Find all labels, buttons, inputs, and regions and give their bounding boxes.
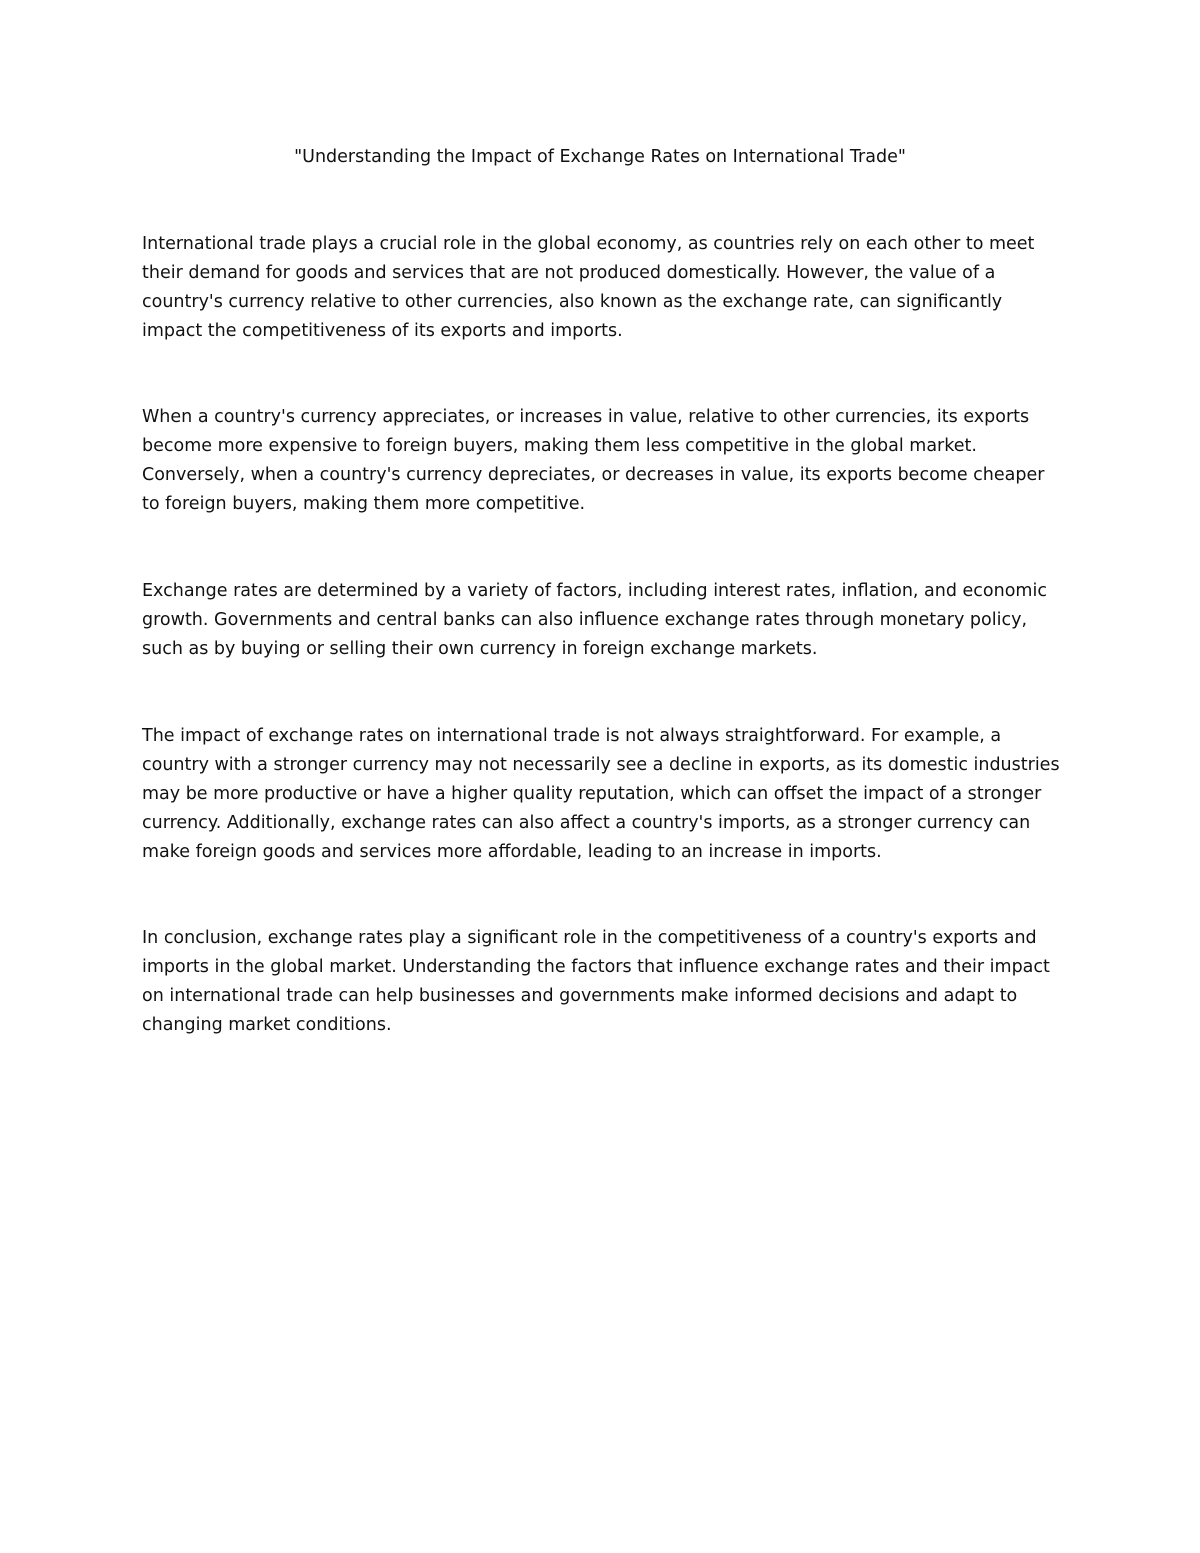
- paragraph-complexity: The impact of exchange rates on international trade is not always straightforward. For example, a country with a stronger currency may not necessarily see a decline in exports, as its domestic industries may be more productive or have a higher quality reputation, which can offset the impact of a stronger currency. Additionally, exchange rates can also affect a country's imports, as a stronger currency can make foreign goods and services more affordable, leading to an increase in imports.: [142, 726, 1060, 862]
- paragraph-conclusion: In conclusion, exchange rates play a significant role in the competitiveness of a country's exports and imports in the global market. Understanding the factors that influence exchange rates and their impact on international trade can help businesses and governments make informed decisions and adapt to changing market conditions.: [142, 928, 1050, 1035]
- paragraph-determinants: Exchange rates are determined by a variety of factors, including interest rates, inflation, and economic growth. Governments and central banks can also influence exchange rates through monetary policy, such as by buying or selling their own currency in foreign exchange markets.: [142, 581, 1047, 659]
- paragraph-intro: International trade plays a crucial role in the global economy, as countries rely on each other to meet their demand for goods and services that are not produced domestically. However, the value of a country's currency relative to other currencies, also known as the exchange rate, can significantly impact the competitiveness of its exports and imports.: [142, 234, 1035, 341]
- document-title: "Understanding the Impact of Exchange Rates on International Trade": [294, 147, 906, 167]
- paragraph-currency-value: When a country's currency appreciates, or increases in value, relative to other currencies, its exports become more expensive to foreign buyers, making them less competitive in the global market. Conversely, when a country's currency depreciates, or decreases in value, its exports become cheaper to foreign buyers, making them more competitive.: [142, 407, 1045, 514]
